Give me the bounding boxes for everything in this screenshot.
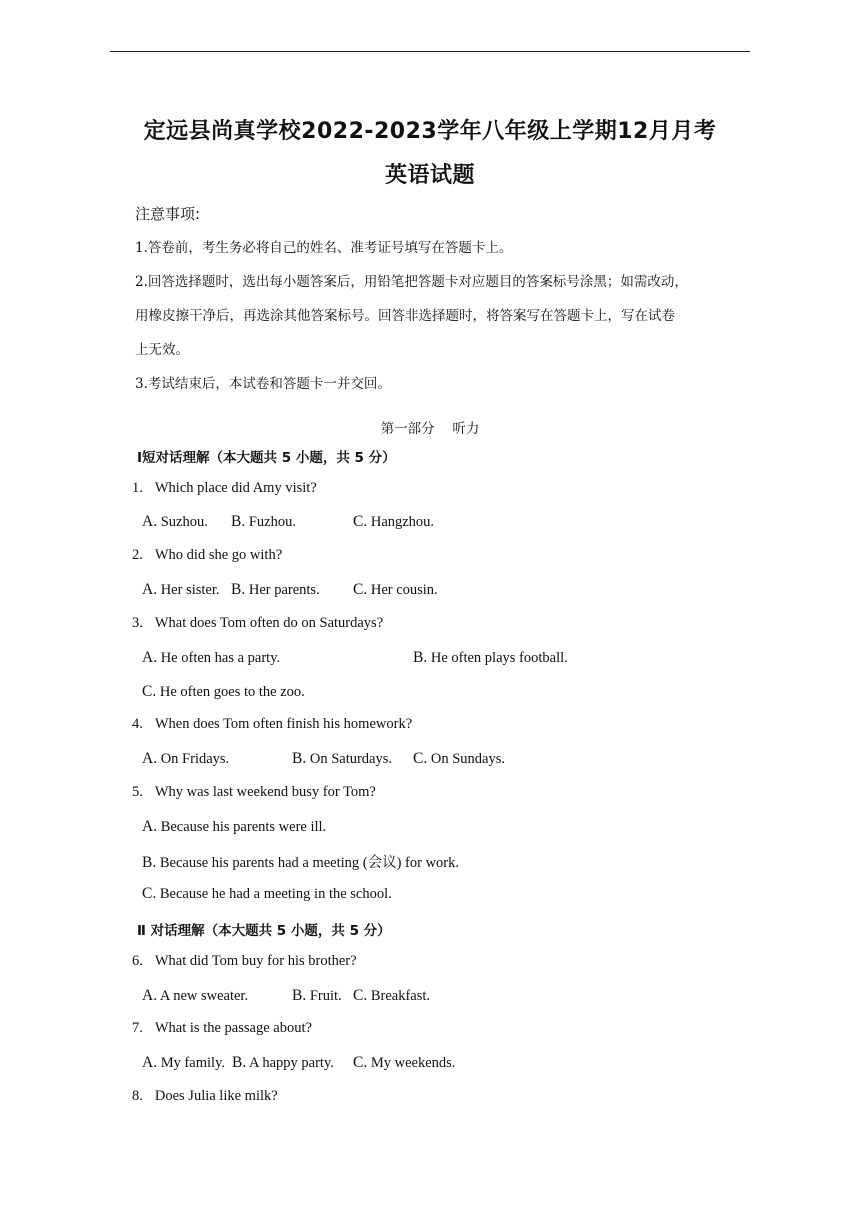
question-number: 3. <box>132 615 143 631</box>
question-text: What is the passage about? <box>154 1020 312 1036</box>
option: A. Her sister. <box>142 581 220 598</box>
option: B. A happy party. <box>232 1054 334 1071</box>
note-line: 用橡皮擦干净后，再选涂其他答案标号。回答非选择题时，将答案写在答题卡上，写在试卷 <box>135 308 675 324</box>
option: A. On Fridays. <box>142 750 230 767</box>
option: A. Suzhou. <box>142 513 208 530</box>
option: B. He often plays football. <box>413 649 568 666</box>
question-5 <box>132 784 376 801</box>
option: C. He often goes to the zoo. <box>142 683 305 700</box>
option: C. Breakfast. <box>353 987 431 1004</box>
option: C. Her cousin. <box>353 581 438 598</box>
question-7 <box>132 1020 312 1037</box>
part-heading: 第一部分 听力 <box>380 421 480 437</box>
question-text: What did Tom buy for his brother? <box>154 953 357 969</box>
question-text: Does Julia like milk? <box>154 1088 278 1104</box>
question-text: Why was last weekend busy for Tom? <box>154 784 376 800</box>
question-text: Who did she go with? <box>154 547 283 563</box>
question-text: When does Tom often finish his homework? <box>154 716 413 732</box>
option: B. Fuzhou. <box>231 513 296 530</box>
notes-heading: 注意事项: <box>135 205 201 223</box>
option: B. Because his parents had a meeting (会议) for work. <box>142 854 460 871</box>
question-number: 7. <box>132 1020 143 1036</box>
note-line: 上无效。 <box>135 342 189 358</box>
question-number: 1. <box>132 480 143 496</box>
question-1 <box>132 480 317 497</box>
exam-title: 定远县尚真学校2022-2023学年八年级上学期12月月考 <box>143 119 717 144</box>
option: B. Fruit. <box>292 987 342 1004</box>
note-line: 1.答卷前，考生务必将自己的姓名、准考证号填写在答题卡上。 <box>135 240 513 256</box>
question-6 <box>132 953 357 970</box>
question-number: 6. <box>132 953 143 969</box>
section-heading: Ⅱ 对话理解（本大题共 5 小题，共 5 分） <box>137 923 391 939</box>
option: B. Her parents. <box>231 581 320 598</box>
question-number: 8. <box>132 1088 143 1104</box>
option: C. Hangzhou. <box>353 513 435 530</box>
option: A. He often has a party. <box>142 649 281 666</box>
exam-subtitle: 英语试题 <box>384 163 475 188</box>
note-line: 2.回答选择题时，选出每小题答案后，用铅笔把答题卡对应题目的答案标号涂黑；如需改动， <box>135 274 688 290</box>
option: A. Because his parents were ill. <box>142 818 327 835</box>
option: A. A new sweater. <box>142 987 249 1004</box>
question-3 <box>132 615 383 632</box>
option: C. On Sundays. <box>413 750 505 767</box>
section-heading: Ⅰ短对话理解（本大题共 5 小题，共 5 分） <box>137 450 396 466</box>
question-2 <box>132 547 282 564</box>
question-number: 5. <box>132 784 143 800</box>
question-text: Which place did Amy visit? <box>154 480 317 496</box>
header-rule <box>110 51 750 52</box>
option: B. On Saturdays. <box>292 750 393 767</box>
option: C. My weekends. <box>353 1054 456 1071</box>
option: C. Because he had a meeting in the school. <box>142 885 392 902</box>
question-number: 4. <box>132 716 143 732</box>
question-number: 2. <box>132 547 143 563</box>
question-text: What does Tom often do on Saturdays? <box>154 615 384 631</box>
option: A. My family. <box>142 1054 226 1071</box>
question-8 <box>132 1088 278 1105</box>
question-4 <box>132 716 412 733</box>
note-line: 3.考试结束后，本试卷和答题卡一并交回。 <box>135 376 391 392</box>
